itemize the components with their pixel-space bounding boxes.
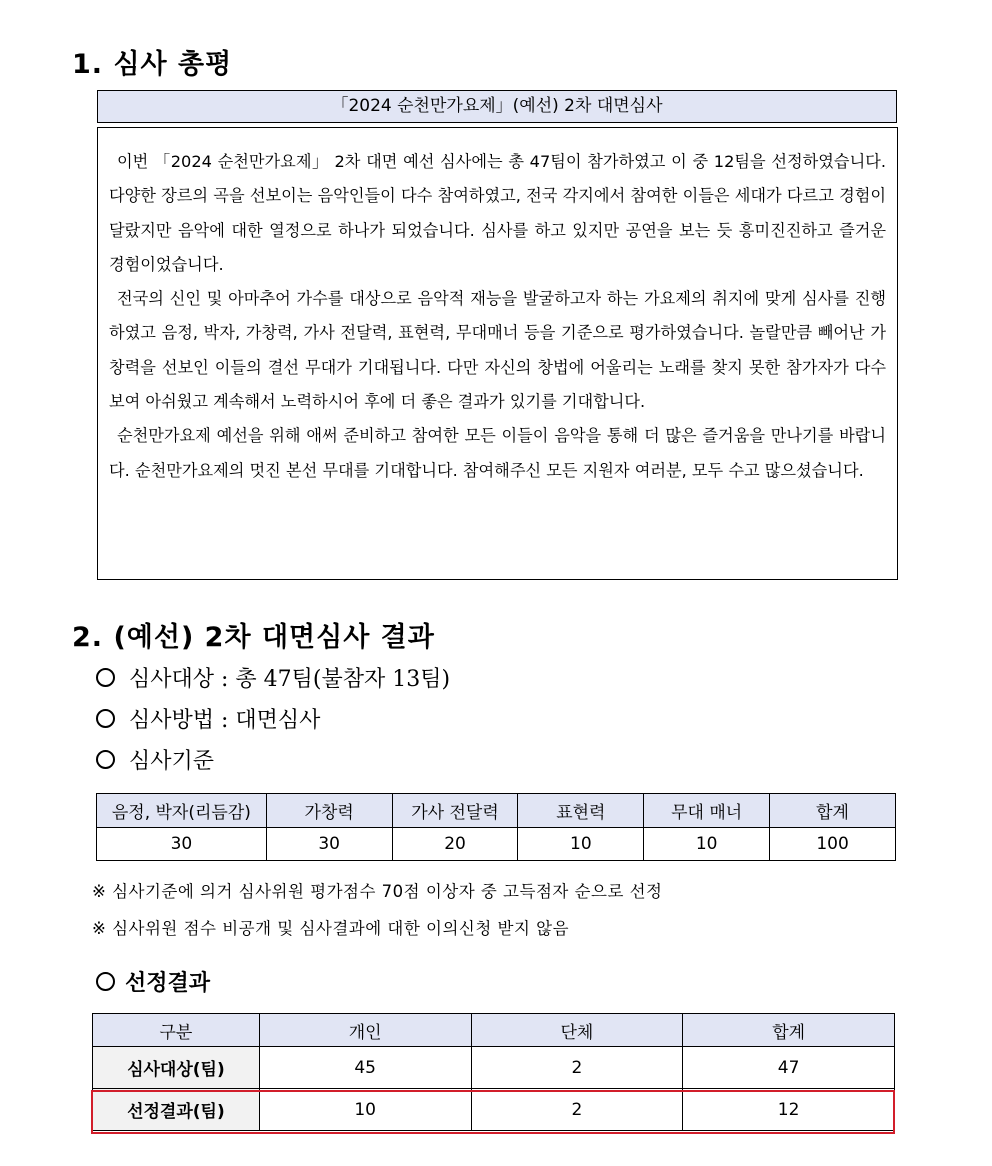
circle-bullet-icon: [96, 668, 115, 687]
results-cell: 47: [683, 1047, 895, 1089]
results-row-label: 심사대상(팀): [93, 1047, 260, 1089]
criteria-value: 10: [518, 828, 644, 861]
selection-result-title: [96, 966, 210, 997]
note-selection-rule: ※ 심사기준에 의거 심사위원 평가점수 70점 이상자 중 고득점자 순으로 선정: [92, 882, 663, 901]
criteria-header: 합계: [770, 794, 896, 828]
bullet-target: [96, 662, 450, 693]
review-box-title: 「2024 순천만가요제」(예선) 2차 대면심사: [97, 90, 897, 123]
bullet-target-text: 심사대상 : 총 47팀(불참자 13팀): [129, 667, 451, 692]
criteria-header: 무대 매너: [644, 794, 770, 828]
criteria-header: 표현력: [518, 794, 644, 828]
criteria-value-row: [97, 828, 896, 861]
criteria-value: 30: [97, 828, 267, 861]
criteria-table: [96, 793, 896, 861]
criteria-header-row: [97, 794, 896, 828]
review-paragraph-3: 순천만가요제 예선을 위해 애써 준비하고 참여한 모든 이들이 음악을 통해 더 많은 즐거움을 만나기를 바랍니다. 순천만가요제의 멋진 본선 무대를 기대합니다. 참여해주신 모든 지원자 여러분, 모두 수고 많으셨습니다.: [109, 426, 886, 480]
criteria-header: 음정, 박자(리듬감): [97, 794, 267, 828]
section2-heading: 2. (예선) 2차 대면심사 결과: [72, 622, 435, 653]
circle-bullet-icon: [96, 709, 115, 728]
bullet-method: [96, 703, 320, 734]
results-header: 구분: [93, 1014, 260, 1047]
results-row-targets: [93, 1047, 895, 1089]
results-cell: 2: [471, 1089, 683, 1131]
bullet-criteria-text: 심사기준: [129, 749, 215, 774]
results-row-selected: [93, 1089, 895, 1131]
results-cell: 2: [471, 1047, 683, 1089]
results-row-label: 선정결과(팀): [93, 1089, 260, 1131]
circle-bullet-icon: [96, 750, 115, 769]
results-cell: 10: [259, 1089, 471, 1131]
bullet-method-text: 심사방법 : 대면심사: [129, 708, 321, 733]
criteria-header: 가창력: [266, 794, 392, 828]
results-header: 합계: [683, 1014, 895, 1047]
criteria-value: 30: [266, 828, 392, 861]
circle-bullet-icon: [96, 972, 115, 991]
results-cell: 12: [683, 1089, 895, 1131]
results-header: 단체: [471, 1014, 683, 1047]
criteria-value: 10: [644, 828, 770, 861]
results-cell: 45: [259, 1047, 471, 1089]
selection-result-label: 선정결과: [125, 971, 211, 996]
review-paragraph-1: 이번 「2024 순천만가요제」 2차 대면 예선 심사에는 총 47팀이 참가하였고 이 중 12팀을 선정하였습니다. 다양한 장르의 곡을 선보이는 음악인들이 다수 참여하였고, 전국 각지에서 참여한 이들은 세대가 다르고 경험이 달랐지만 음악에 대한 열정으로 하나가 되었습니다. 심사를 하고 있지만 공연을 보는 듯 흥미진진하고 즐거운 경험이었습니다.: [109, 152, 886, 274]
criteria-value: 100: [770, 828, 896, 861]
review-paragraph-2: 전국의 신인 및 아마추어 가수를 대상으로 음악적 재능을 발굴하고자 하는 가요제의 취지에 맞게 심사를 진행하였고 음정, 박자, 가창력, 가사 전달력, 표현력, 무대매너 등을 기준으로 평가하였습니다. 놀랄만큼 빼어난 가창력을 선보인 이들의 결선 무대가 기대됩니다. 다만 자신의 창법에 어울리는 노래를 찾지 못한 참가자가 다수 보여 아쉬웠고 계속해서 노력하시어 후에 더 좋은 결과가 있기를 기대합니다.: [109, 289, 886, 412]
bullet-criteria: [96, 744, 214, 775]
results-header: 개인: [259, 1014, 471, 1047]
results-table: [92, 1013, 895, 1131]
results-header-row: [93, 1014, 895, 1047]
review-summary-box: [97, 127, 898, 580]
criteria-header: 가사 전달력: [392, 794, 518, 828]
criteria-value: 20: [392, 828, 518, 861]
section1-heading: 1. 심사 총평: [72, 49, 233, 80]
note-no-appeal: ※ 심사위원 점수 비공개 및 심사결과에 대한 이의신청 받지 않음: [92, 919, 570, 938]
